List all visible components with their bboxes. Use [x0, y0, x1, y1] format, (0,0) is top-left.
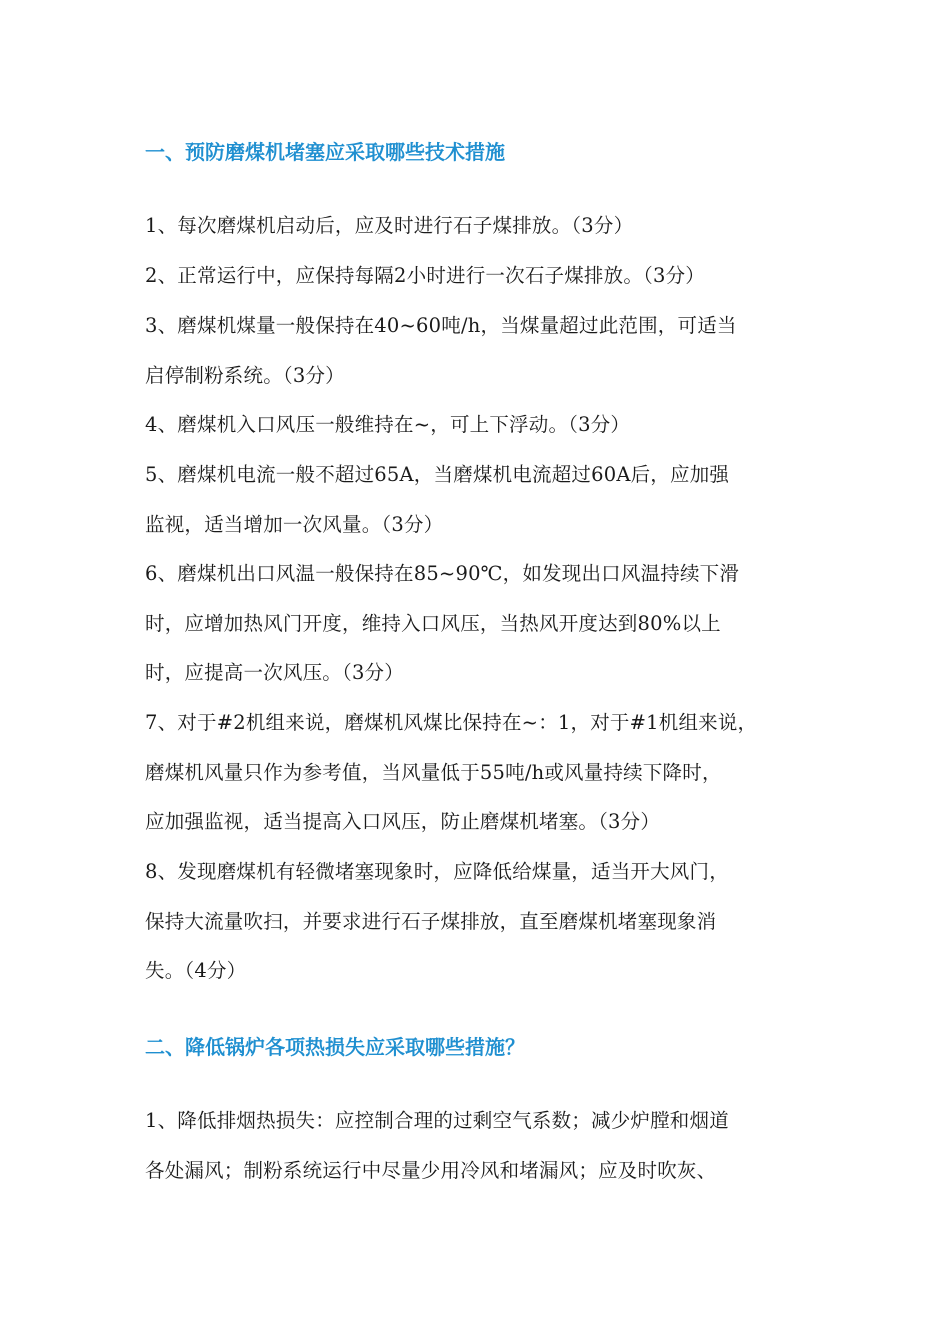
paragraph-line: 1、降低排烟热损失：应控制合理的过剩空气系数；减少炉膛和烟道	[145, 1109, 729, 1132]
paragraph-line: 5、磨煤机电流一般不超过65A，当磨煤机电流超过60A后，应加强	[145, 463, 730, 486]
section-1-item-5	[145, 450, 810, 549]
paragraph-line: 应加强监视，适当提高入口风压，防止磨煤机堵塞。（3分）	[145, 810, 661, 833]
section-1-item-1	[145, 201, 810, 251]
section-2-heading: 二、降低锅炉各项热损失应采取哪些措施？	[145, 1035, 525, 1059]
paragraph-line: 监视，适当增加一次风量。（3分）	[145, 512, 444, 536]
paragraph-line: 时，应提高一次风压。（3分）	[145, 661, 404, 684]
paragraph-line: 6、磨煤机出口风温一般保持在85~90℃，如发现出口风温持续下滑	[145, 562, 740, 585]
paragraph-line: 1、每次磨煤机启动后，应及时进行石子煤排放。（3分）	[145, 214, 634, 237]
paragraph-line: 失。（4分）	[145, 959, 247, 982]
section-2-item-1	[145, 1096, 810, 1195]
paragraph-line: 4、磨煤机入口风压一般维持在~，可上下浮动。（3分）	[145, 413, 631, 436]
paragraph-line: 磨煤机风量只作为参考值，当风量低于55吨/h或风量持续下降时，	[145, 760, 722, 784]
section-1-item-2	[145, 251, 810, 301]
section-1-heading: 一、预防磨煤机堵塞应采取哪些技术措施	[145, 140, 505, 164]
paragraph-line: 启停制粉系统。（3分）	[145, 363, 345, 387]
paragraph-line: 7、对于#2机组来说，磨煤机风煤比保持在~：1，对于#1机组来说，	[145, 711, 758, 734]
section-1-item-6	[145, 549, 810, 698]
paragraph-line: 3、磨煤机煤量一般保持在40~60吨/h，当煤量超过此范围，可适当	[145, 314, 737, 337]
paragraph-line: 保持大流量吹扫，并要求进行石子煤排放，直至磨煤机堵塞现象消	[145, 909, 717, 933]
paragraph-line: 各处漏风；制粉系统运行中尽量少用冷风和堵漏风；应及时吹灰、	[145, 1158, 717, 1182]
section-1-item-3	[145, 301, 810, 400]
section-1-item-7	[145, 698, 810, 847]
paragraph-line: 2、正常运行中，应保持每隔2小时进行一次石子煤排放。（3分）	[145, 264, 705, 287]
section-1-item-8	[145, 847, 810, 996]
paragraph-line: 时，应增加热风门开度，维持入口风压，当热风开度达到80%以上	[145, 611, 721, 635]
paragraph-line: 8、发现磨煤机有轻微堵塞现象时，应降低给煤量，适当开大风门，	[145, 860, 729, 883]
section-1-item-4	[145, 400, 810, 450]
